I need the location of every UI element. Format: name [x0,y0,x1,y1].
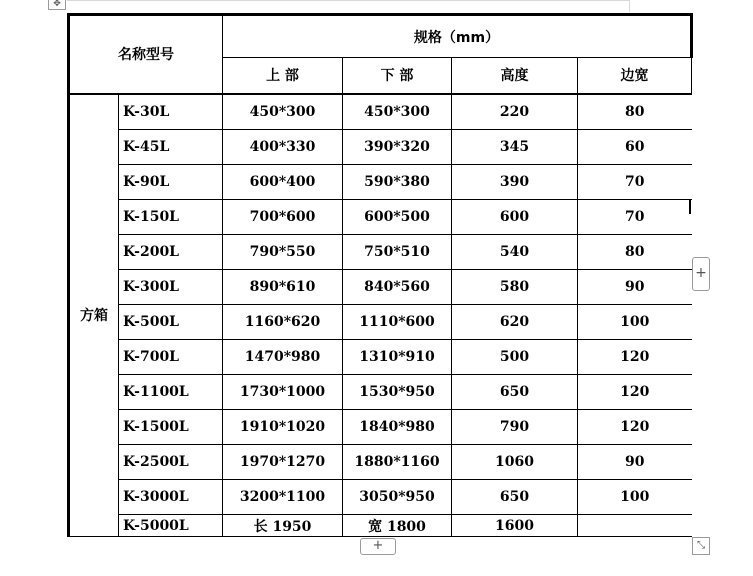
page-margin-right [629,0,630,12]
height-cell: 220 [452,94,578,130]
header-bottom-size: 下 部 [343,58,452,94]
edge-width-cell: 90 [578,270,692,305]
height-cell: 390 [452,165,578,200]
model-cell: K-30L [119,94,223,130]
bottom-size-cell: 750*510 [343,235,452,270]
top-size-cell: 790*550 [223,235,343,270]
height-cell: 345 [452,130,578,165]
add-row-button[interactable]: + [360,538,396,555]
table-row [69,340,692,375]
model-cell: K-200L [119,235,223,270]
table-row [69,305,692,340]
header-spec: 规格（mm） [223,15,692,58]
edge-width-cell: 80 [578,94,692,130]
bottom-size-cell: 390*320 [343,130,452,165]
bottom-size-cell: 1880*1160 [343,445,452,480]
move-icon: ✥ [53,0,61,9]
height-cell: 790 [452,410,578,445]
top-size-cell: 1160*620 [223,305,343,340]
spec-table [67,13,693,537]
top-size-cell: 3200*1100 [223,480,343,515]
top-size-cell: 700*600 [223,200,343,235]
page-margin-top [67,0,630,1]
header-top-size: 上 部 [223,58,343,94]
height-cell: 650 [452,375,578,410]
model-cell: K-700L [119,340,223,375]
edge-width-cell [578,515,692,537]
table-row [69,94,692,130]
category-cell: 方箱 [69,94,119,537]
top-size-cell: 1910*1020 [223,410,343,445]
bottom-size-cell: 3050*950 [343,480,452,515]
model-cell: K-2500L [119,445,223,480]
bottom-size-cell: 1530*950 [343,375,452,410]
header-name-model: 名称型号 [69,15,223,94]
model-cell: K-150L [119,200,223,235]
bottom-size-cell: 590*380 [343,165,452,200]
table-row [69,445,692,480]
top-size-cell: 400*330 [223,130,343,165]
bottom-size-cell: 1110*600 [343,305,452,340]
bottom-size-cell: 450*300 [343,94,452,130]
table-row [69,515,692,537]
table-row [69,375,692,410]
top-size-cell: 450*300 [223,94,343,130]
height-cell: 1060 [452,445,578,480]
bottom-size-cell: 宽 1800 [343,515,452,537]
edge-width-cell: 80 [578,235,692,270]
text-cursor [689,199,691,214]
top-size-cell: 1470*980 [223,340,343,375]
bottom-size-cell: 840*560 [343,270,452,305]
edge-width-cell: 60 [578,130,692,165]
header-edge-width: 边宽 [578,58,692,94]
model-cell: K-1500L [119,410,223,445]
table-row [69,270,692,305]
model-cell: K-3000L [119,480,223,515]
model-cell: K-500L [119,305,223,340]
model-cell: K-90L [119,165,223,200]
edge-width-cell: 120 [578,410,692,445]
edge-width-cell: 70 [578,200,692,235]
edge-width-cell: 90 [578,445,692,480]
top-size-cell: 600*400 [223,165,343,200]
height-cell: 500 [452,340,578,375]
bottom-size-cell: 1310*910 [343,340,452,375]
edge-width-cell: 70 [578,165,692,200]
model-cell: K-300L [119,270,223,305]
height-cell: 600 [452,200,578,235]
edge-width-cell: 120 [578,375,692,410]
edge-width-cell: 100 [578,480,692,515]
height-cell: 580 [452,270,578,305]
height-cell: 620 [452,305,578,340]
height-cell: 1600 [452,515,578,537]
table-row [69,165,692,200]
table-resize-handle[interactable] [692,537,710,555]
model-cell: K-5000L [119,515,223,537]
model-cell: K-45L [119,130,223,165]
header-height: 高度 [452,58,578,94]
height-cell: 540 [452,235,578,270]
table-move-handle[interactable] [48,0,66,10]
table-row [69,480,692,515]
bottom-size-cell: 600*500 [343,200,452,235]
edge-width-cell: 100 [578,305,692,340]
top-size-cell: 长 1950 [223,515,343,537]
bottom-size-cell: 1840*980 [343,410,452,445]
top-size-cell: 1730*1000 [223,375,343,410]
height-cell: 650 [452,480,578,515]
add-column-button[interactable]: + [692,257,710,291]
table-row [69,200,692,235]
table-row [69,130,692,165]
table-row [69,410,692,445]
edge-width-cell: 120 [578,340,692,375]
table-row [69,235,692,270]
model-cell: K-1100L [119,375,223,410]
resize-icon: ⤡ [697,540,705,551]
top-size-cell: 890*610 [223,270,343,305]
top-size-cell: 1970*1270 [223,445,343,480]
